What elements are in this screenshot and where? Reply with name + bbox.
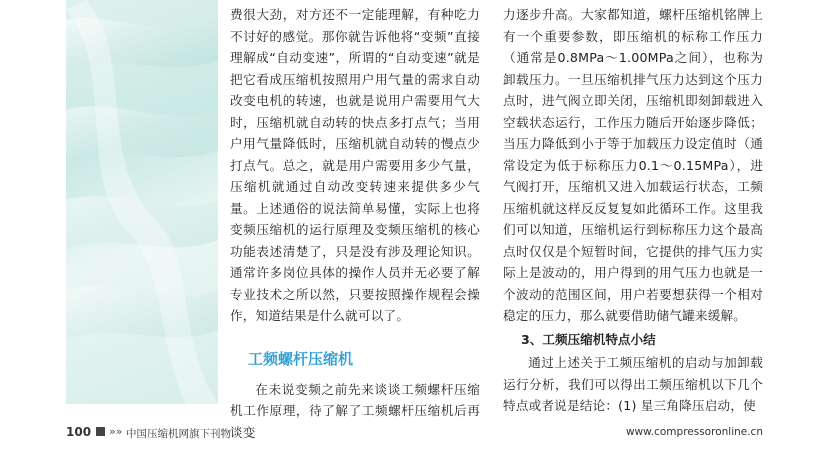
left-column: [230, 4, 480, 443]
page-footer: [66, 425, 763, 441]
rotor-illustration: [66, 0, 218, 404]
compressor-rotor-image: [66, 0, 218, 404]
right-column: [503, 4, 763, 417]
double-arrow-icon: »»: [109, 425, 123, 438]
square-marker-icon: [96, 427, 105, 436]
page-number: 100: [66, 425, 92, 439]
left-paragraph-2: 在未说变频之前先来谈谈工频螺杆压缩机工作原理，待了解了工频螺杆压缩机后再谈变: [230, 381, 480, 440]
sub-title: 3、工频压缩机特点小结: [521, 331, 656, 347]
right-paragraph-2: 通过上述关于工频压缩机的启动与加卸载运行分析，我们可以得出工频压缩机以下几个特点或者说是结论：(1) 星三角降压启动，使: [503, 355, 763, 413]
left-paragraph-1: 费很大劲，对方还不一定能理解，有种吃力不讨好的感觉。那你就告诉他将“变频”直接理解成“自动变速”，所谓的“自动变速”就是把它看成压缩机按照用户用气量的需求自动改变电机的转速，也就是说用户需要用气大时，压缩机就自动转的快点多打点气；当用户用气量降低时，压缩机就自动转的慢点少打点气。总之，就是用户需要用多少气量，压缩机就通过自动改变转速来提供多少气量。上述通俗的说法简单易懂，实际上也将变频压缩机的运行原理及变频压缩机的核心功能表述清楚了，只是没有涉及理论知识。通常许多岗位具体的操作人员并无必要了解专业技术之所以然，只要按照操作规程会操作，知道结果是什么就可以了。: [230, 7, 480, 323]
right-paragraph-1: 力逐步升高。大家都知道，螺杆压缩机铭牌上有一个重要参数，即压缩机的标称工作压力（通常是0.8MPa～1.00MPa之间），也称为卸载压力。一旦压缩机排气压力达到这个压力点时，进气阀立即关闭，压缩机即刻卸载进入空载状态运行，工作压力随后开始逐步降低；当压力降低到小于等于加载压力设定值时（通常设定为低于标称压力0.1～0.15MPa），进气阀打开，压缩机又进入加载运行状态，工频压缩机就这样反反复复如此循环工作。这里我们可以知道，压缩机运行到标称压力这个最高点时仅仅是个短暂时间，它提供的排气压力实际上是波动的，用户得到的用气压力也就是一个波动的范围区间，用户若要想获得一个相对稳定的压力，那么就要借助储气罐来缓解。: [503, 7, 763, 323]
section-title: 工频螺杆压缩机: [248, 349, 354, 368]
website-url[interactable]: www.compressoronline.cn: [625, 426, 763, 438]
publication-name: 中国压缩机网旗下刊物: [126, 428, 231, 440]
